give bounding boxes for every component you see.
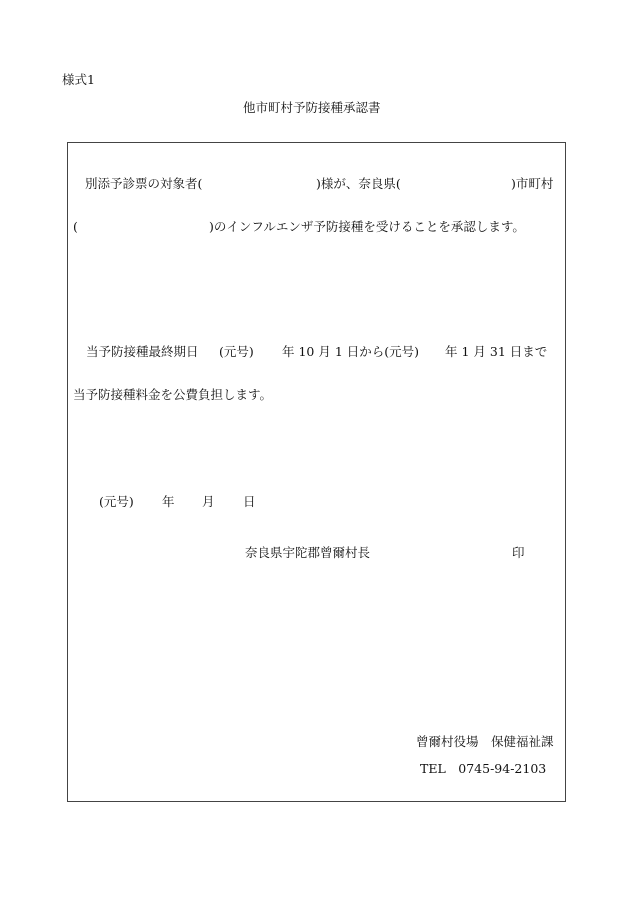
contact-office: 曾爾村役場 保健福祉課 [416,734,554,749]
municipality-open-paren: ( [73,219,78,234]
date-day: 日 [243,494,256,509]
contact-tel: TEL 0745-94-2103 [420,761,547,776]
approval-frame [67,142,566,802]
subject-line-prefix: 別添予診票の対象者( [85,176,203,191]
seal-mark: 印 [512,545,525,560]
approval-statement: )のインフルエンザ予防接種を受けることを承認します。 [209,219,525,234]
date-era: (元号) [99,494,134,509]
final-date-label: 当予防接種最終期日 [86,344,199,359]
subject-line-suffix: )市町村 [511,176,554,191]
date-year: 年 [162,494,175,509]
fee-statement: 当予防接種料金を公費負担します。 [73,387,273,402]
page-title: 他市町村予防接種承認書 [243,100,381,115]
era-placeholder: (元号) [219,344,254,359]
period-from: 年 10 月 1 日から(元号) [282,344,420,359]
form-label: 様式1 [62,72,95,87]
mayor-signature: 奈良県宇陀郡曾爾村長 [245,545,371,560]
date-month: 月 [202,494,215,509]
subject-line-middle: )様が、奈良県( [316,176,401,191]
period-to: 年 1 月 31 日まで [445,344,548,359]
